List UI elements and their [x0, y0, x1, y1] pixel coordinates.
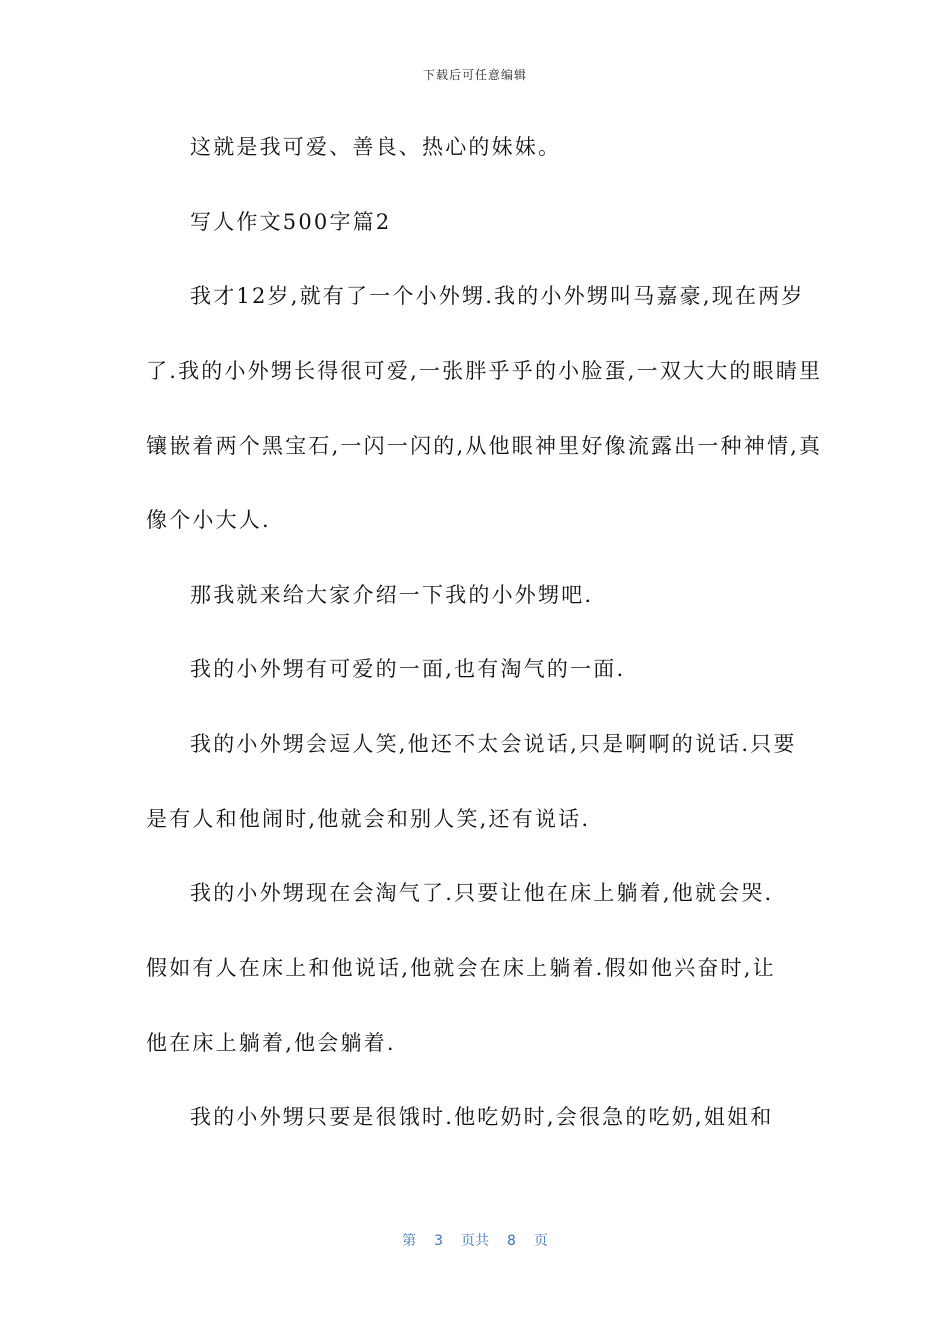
text-line: 了.我的小外甥长得很可爱,一张胖乎乎的小脸蛋,一双大大的眼睛里: [146, 359, 823, 383]
text-line: 他在床上躺着,他会躺着.: [146, 1031, 396, 1055]
footer-prefix: 第: [402, 1233, 417, 1249]
page-footer: [0, 1230, 950, 1250]
text-line: 像个小大人.: [146, 508, 271, 532]
footer-total-pages: 8: [507, 1233, 516, 1249]
footer-current-page: 3: [434, 1233, 443, 1249]
text-line: 镶嵌着两个黑宝石,一闪一闪的,从他眼神里好像流露出一种神情,真: [146, 434, 823, 458]
text-line: 我的小外甥只要是很饿时.他吃奶时,会很急的吃奶,姐姐和: [190, 1105, 774, 1129]
footer-suffix: 页: [533, 1233, 548, 1249]
section-title: 写人作文500字篇2: [190, 210, 392, 234]
text-line: 我的小外甥有可爱的一面,也有淘气的一面.: [190, 657, 626, 681]
text-line: 那我就来给大家介绍一下我的小外甥吧.: [190, 583, 594, 607]
text-line: 我的小外甥现在会淘气了.只要让他在床上躺着,他就会哭.: [190, 881, 774, 905]
text-line: 我的小外甥会逗人笑,他还不太会说话,只是啊啊的说话.只要: [190, 732, 797, 756]
text-line: 假如有人在床上和他说话,他就会在床上躺着.假如他兴奋时,让: [146, 956, 776, 980]
header-note: 下载后可任意编辑: [422, 68, 527, 82]
text-line: 这就是我可爱、善良、热心的妹妹。: [190, 135, 562, 159]
text-line: 是有人和他闹时,他就会和别人笑,还有说话.: [146, 807, 591, 831]
text-line: 我才12岁,就有了一个小外甥.我的小外甥叫马嘉豪,现在两岁: [190, 284, 805, 308]
footer-middle: 页共: [461, 1233, 489, 1249]
